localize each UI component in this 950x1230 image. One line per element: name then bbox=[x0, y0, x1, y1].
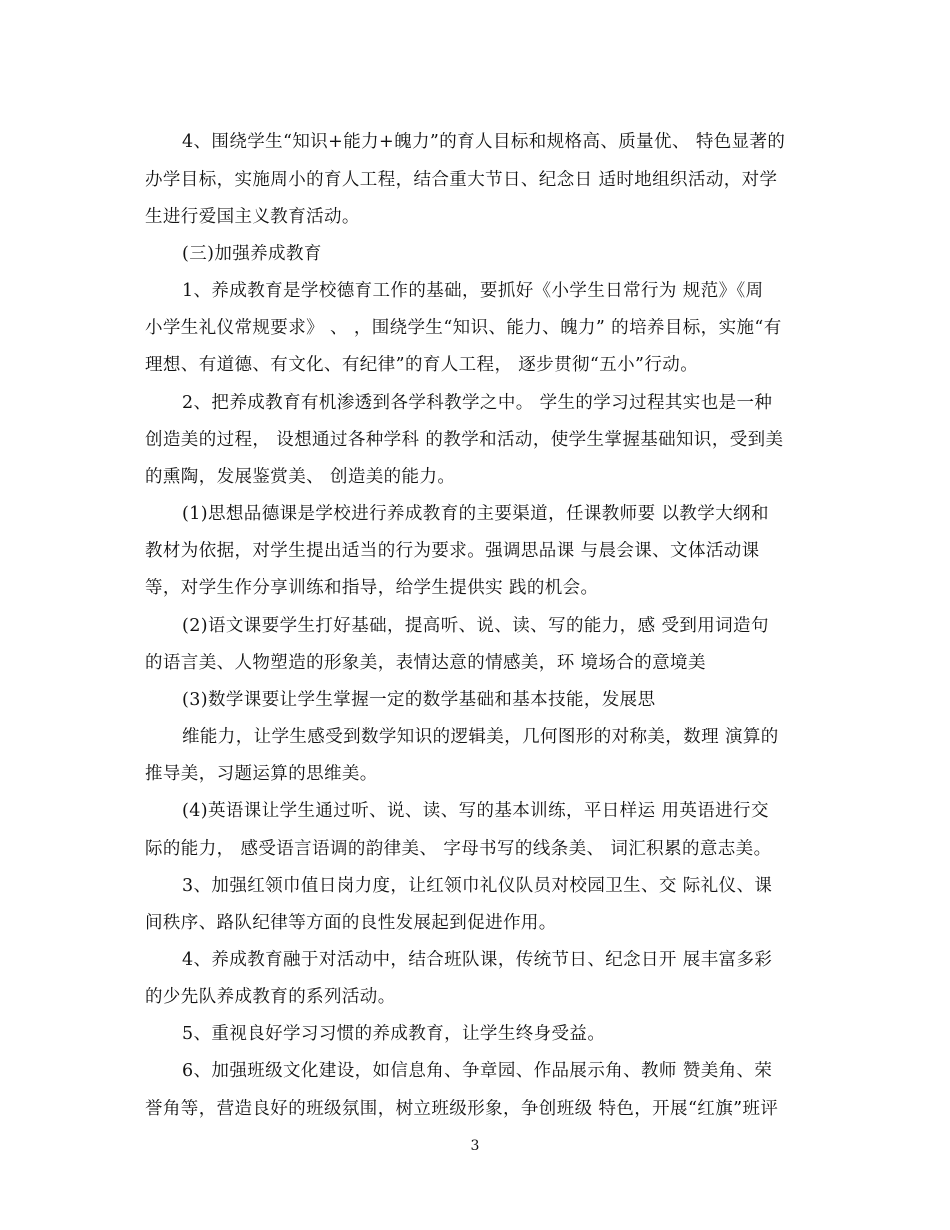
text-line: 教材为依据，对学生提出适当的行为要求。强调思品课 与晨会课、文体活动课 bbox=[145, 541, 760, 561]
text-line: 的少先队养成教育的系列活动。 bbox=[145, 987, 396, 1007]
text-line: 理想、有道德、有文化、有纪律”的育人工程， 逐步贯彻“五小”行动。 bbox=[145, 355, 699, 375]
text-line: (3)数学课要让学生掌握一定的数学基础和基本技能，发展思 bbox=[182, 690, 656, 710]
text-line: 等，对学生作分享训练和指导，给学生提供实 践的机会。 bbox=[145, 578, 599, 598]
text-line: 际的能力， 感受语言语调的韵律美、 字母书写的线条美、 词汇积累的意志美。 bbox=[145, 839, 772, 859]
text-line: 6、加强班级文化建设，如信息角、争章园、作品展示角、教师 赞美角、荣 bbox=[182, 1061, 773, 1081]
text-line: 间秩序、路队纪律等方面的良性发展起到促进作用。 bbox=[145, 913, 557, 933]
text-line: 1、养成教育是学校德育工作的基础，要抓好《小学生日常行为 规范》《周 bbox=[182, 281, 764, 301]
text-line: 3、加强红领巾值日岗力度，让红领巾礼仪队员对校园卫生、交 际礼仪、课 bbox=[182, 876, 773, 896]
text-line: (4)英语课让学生通过听、说、读、写的基本训练，平日样运 用英语进行交 bbox=[182, 801, 769, 821]
text-line: 创造美的过程， 设想通过各种学科 的教学和活动，使学生掌握基础知识，受到美 bbox=[145, 430, 784, 450]
text-line: (1)思想品德课是学校进行养成教育的主要渠道，任课教师要 以教学大纲和 bbox=[182, 504, 769, 524]
text-line: 5、重视良好学习习惯的养成教育，让学生终身受益。 bbox=[182, 1024, 606, 1044]
text-line: 小学生礼仪常规要求》 、 ，围绕学生“知识、能力、魄力” 的培养目标，实施“有 bbox=[145, 318, 782, 338]
text-line: 推导美，习题运算的思维美。 bbox=[145, 764, 378, 784]
text-line: 4、养成教育融于对活动中，结合班队课，传统节日、纪念日开 展丰富多彩 bbox=[182, 950, 773, 970]
text-line: 2、把养成教育有机渗透到各学科教学之中。 学生的学习过程其实也是一种 bbox=[182, 393, 773, 413]
text-line: 的熏陶，发展鉴赏美、 创造美的能力。 bbox=[145, 467, 456, 487]
text-line: 维能力，让学生感受到数学知识的逻辑美，几何图形的对称美，数理 演算的 bbox=[182, 727, 779, 747]
text-line: (2)语文课要学生打好基础，提高听、说、读、写的能力，感 受到用词造句 bbox=[182, 616, 769, 636]
page-number: 3 bbox=[470, 1138, 480, 1154]
text-line: 办学目标，实施周小的育人工程，结合重大节日、纪念日 适时地组织活动，对学 bbox=[145, 170, 778, 190]
text-line: 生进行爱国主义教育活动。 bbox=[145, 207, 360, 227]
section-heading: (三)加强养成教育 bbox=[182, 244, 322, 264]
text-line: 誉角等，营造良好的班级氛围，树立班级形象，争创班级 特色，开展“红旗”班评 bbox=[145, 1099, 779, 1119]
text-line: 的语言美、人物塑造的形象美，表情达意的情感美，环 境场合的意境美 bbox=[145, 653, 706, 673]
text-line: 4、围绕学生“知识+能力+魄力”的育人目标和规格高、质量优、 特色显著的 bbox=[182, 132, 786, 152]
